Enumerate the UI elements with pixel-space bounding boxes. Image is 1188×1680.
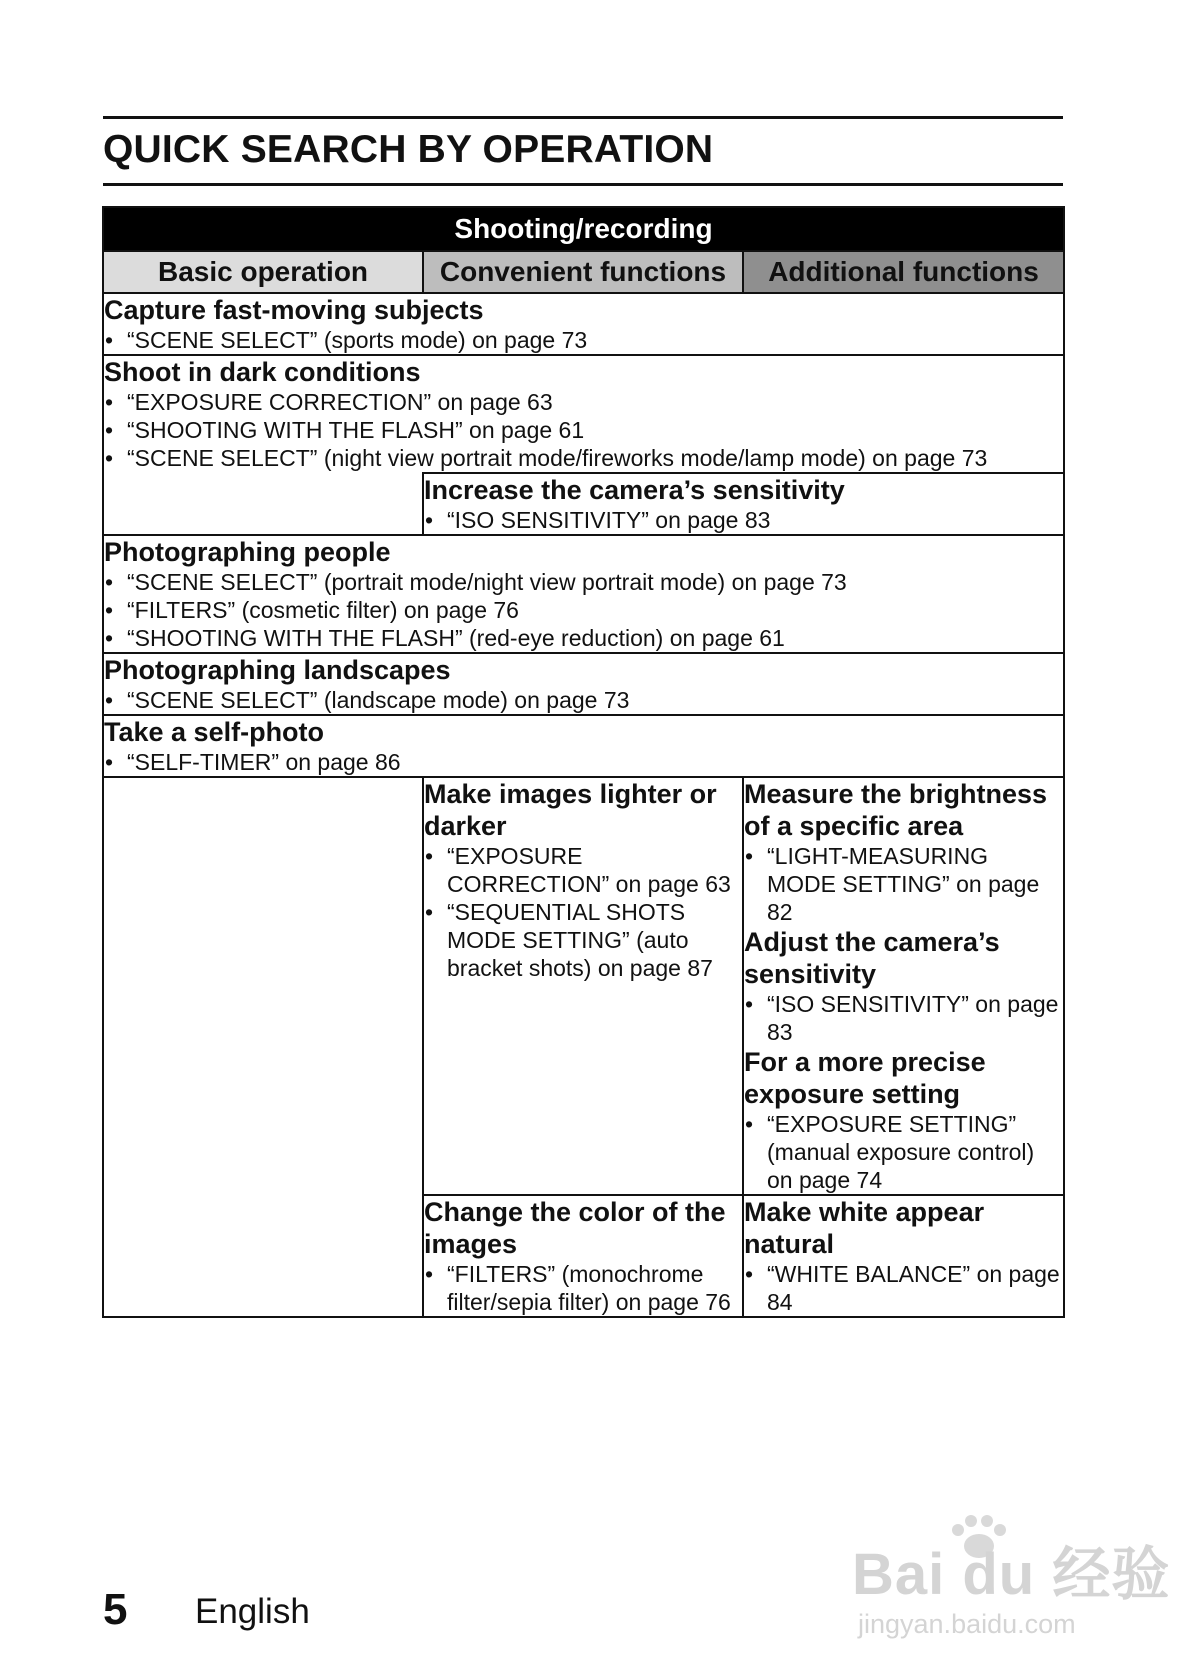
entry-heading: Photographing people <box>104 537 391 567</box>
entry-reference: • “WHITE BALANCE” on page 84 <box>744 1260 1063 1316</box>
table-row <box>103 293 1064 355</box>
table-row <box>103 653 1064 715</box>
entry-reference: • “EXPOSURE SETTING” (manual exposure control) on page 74 <box>744 1110 1063 1194</box>
entry-reference: • “ISO SENSITIVITY” on page 83 <box>744 990 1063 1046</box>
page-number: 5 <box>103 1585 128 1634</box>
entry-heading: Shoot in dark conditions <box>104 357 421 387</box>
entry-reference: • “FILTERS” (cosmetic filter) on page 76 <box>104 596 1063 624</box>
entry-reference: • “SCENE SELECT” (night view portrait mode/fireworks mode/lamp mode) on page 73 <box>104 444 1063 472</box>
entry-photographing-landscapes <box>103 653 1064 715</box>
entry-reference: • “SCENE SELECT” (landscape mode) on page 73 <box>104 686 1063 714</box>
entry-reference: • “SHOOTING WITH THE FLASH” (red-eye reduction) on page 61 <box>104 624 1063 652</box>
entry-additional-exposure <box>743 777 1064 1195</box>
table-row <box>103 1195 1064 1317</box>
watermark-url: jingyan.baidu.com <box>858 1609 1076 1639</box>
entry-increase-sensitivity <box>423 473 1064 535</box>
table-row <box>103 535 1064 653</box>
entry-reference: • “FILTERS” (monochrome filter/sepia filter) on page 76 <box>424 1260 742 1316</box>
entry-heading: Adjust the camera’s sensitivity <box>744 927 1000 989</box>
empty-cell <box>103 1195 423 1317</box>
column-header-basic: Basic operation <box>103 251 423 293</box>
entry-self-photo <box>103 715 1064 777</box>
empty-cell <box>103 473 423 535</box>
title-rule-top <box>103 116 1063 119</box>
column-header-convenient: Convenient functions <box>423 251 743 293</box>
table-row <box>103 355 1064 473</box>
entry-heading: Increase the camera’s sensitivity <box>424 475 845 505</box>
entry-reference: • “SHOOTING WITH THE FLASH” on page 61 <box>104 416 1063 444</box>
entry-white-balance <box>743 1195 1064 1317</box>
entry-heading: Measure the brightness of a specific area <box>744 779 1048 841</box>
entry-fast-moving <box>103 293 1064 355</box>
entry-photographing-people <box>103 535 1064 653</box>
entry-lighter-darker <box>423 777 743 1195</box>
entry-heading: Capture fast-moving subjects <box>104 295 484 325</box>
column-header-additional: Additional functions <box>743 251 1064 293</box>
quick-search-table <box>102 206 1065 1318</box>
entry-heading: Take a self-photo <box>104 717 325 747</box>
entry-reference: • “EXPOSURE CORRECTION” on page 63 <box>424 842 742 898</box>
entry-reference: • “SCENE SELECT” (portrait mode/night view portrait mode) on page 73 <box>104 568 1063 596</box>
title-rule-bottom <box>103 183 1063 186</box>
entry-reference: • “SELF-TIMER” on page 86 <box>104 748 1063 776</box>
entry-reference: • “LIGHT-MEASURING MODE SETTING” on page 82 <box>744 842 1063 926</box>
entry-reference: • “ISO SENSITIVITY” on page 83 <box>424 506 1063 534</box>
watermark-logo: Bai du 经验 <box>852 1542 1171 1607</box>
table-row <box>103 715 1064 777</box>
entry-heading: Photographing landscapes <box>104 655 451 685</box>
page-language: English <box>195 1592 310 1631</box>
table-row <box>103 473 1064 535</box>
entry-reference: • “SCENE SELECT” (sports mode) on page 73 <box>104 326 1063 354</box>
entry-heading: Make white appear natural <box>744 1197 985 1259</box>
entry-reference: • “SEQUENTIAL SHOTS MODE SETTING” (auto bracket shots) on page 87 <box>424 898 742 982</box>
empty-cell <box>103 777 423 1195</box>
page-title: QUICK SEARCH BY OPERATION <box>103 128 714 171</box>
table-row <box>103 777 1064 1195</box>
entry-reference: • “EXPOSURE CORRECTION” on page 63 <box>104 388 1063 416</box>
entry-heading: Make images lighter or darker <box>424 779 717 841</box>
entry-heading: Change the color of the images <box>424 1197 726 1259</box>
section-band: Shooting/recording <box>103 207 1064 251</box>
entry-heading: For a more precise exposure setting <box>744 1047 986 1109</box>
entry-change-color <box>423 1195 743 1317</box>
entry-dark-conditions <box>103 355 1064 473</box>
